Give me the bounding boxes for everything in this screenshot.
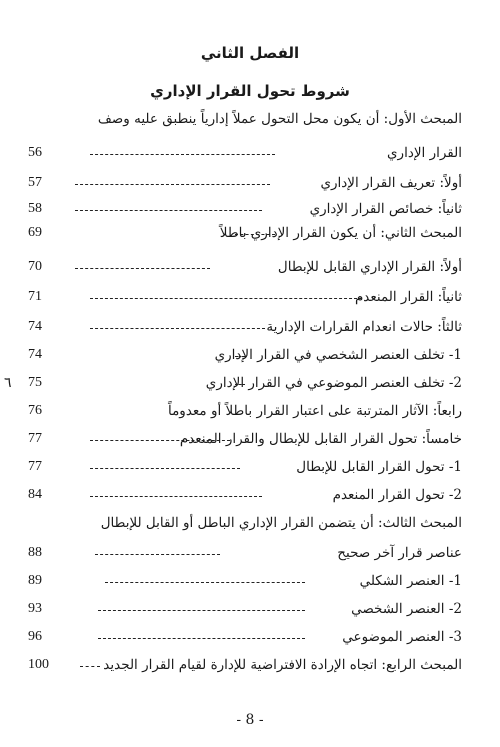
toc-entry-text: ثالثاً: حالات انعدام القرارات الإدارية	[266, 319, 462, 335]
toc-leader-dashes	[90, 468, 240, 469]
toc-page-number: 88	[28, 545, 42, 560]
toc-entry-text: 3- العنصر الموضوعي	[342, 629, 462, 645]
toc-leader-dashes	[90, 328, 265, 329]
chapter-title: الفصل الثاني	[200, 44, 300, 62]
toc-leader-dashes	[90, 298, 362, 299]
toc-entry-text: المبحث الثالث: أن يتضمن القرار الإداري الباطل أو القابل للإبطال	[100, 515, 462, 531]
toc-page-number: 77	[28, 459, 42, 474]
toc-leader-dashes	[75, 268, 210, 269]
toc-leader-dashes	[90, 496, 262, 497]
toc-entry-text: ثانياً: القرار المنعدم	[354, 289, 462, 305]
toc-leader-dashes	[98, 638, 305, 639]
toc-entry-text: 1- العنصر الشكلي	[359, 573, 462, 589]
toc-entry-text: 2- تخلف العنصر الموضوعي في القرار الإداري	[205, 375, 462, 391]
toc-entry	[0, 428, 500, 450]
toc-leader-dashes	[90, 440, 230, 441]
toc-page-number: 69	[28, 225, 42, 240]
toc-entry	[0, 222, 500, 244]
toc-page-number: 58	[28, 201, 42, 216]
toc-entry-text: القرار الإداري	[386, 145, 462, 161]
toc-entry	[0, 172, 500, 194]
toc-page-number: 74	[28, 347, 42, 362]
toc-entry	[0, 142, 500, 164]
toc-page-number: 76	[28, 403, 42, 418]
toc-entry-text: 2- تحول القرار المنعدم	[332, 487, 462, 503]
toc-entry-text: المبحث الأول: أن يكون محل التحول عملاً إدارياً ينطبق عليه وصف	[97, 111, 462, 127]
section-title: شروط تحول القرار الإداري	[150, 82, 350, 100]
toc-entry	[0, 654, 500, 676]
toc-page-number: 71	[28, 289, 42, 304]
toc-leader-dashes	[75, 184, 270, 185]
toc-leader-dashes	[95, 554, 220, 555]
toc-page-number: 100	[28, 657, 49, 672]
toc-entry	[0, 456, 500, 478]
toc-page-number: 75	[28, 375, 42, 390]
toc-page-number: 89	[28, 573, 42, 588]
toc-leader-dashes	[90, 154, 275, 155]
toc-page-number: 70	[28, 259, 42, 274]
margin-handwritten-mark: ٦	[4, 375, 12, 391]
page-number-footer: - 8 -	[236, 712, 264, 728]
toc-entry-text: المبحث الرابع: اتجاه الإرادة الافتراضية للإدارة لقيام القرار الجديد	[103, 657, 462, 673]
toc-entry-text: 1- تحول القرار القابل للإبطال	[296, 459, 462, 475]
toc-entry	[0, 372, 500, 394]
toc-entry	[0, 286, 500, 308]
toc-entry	[0, 108, 500, 130]
toc-entry-text: أولاً: القرار الإداري القابل للإبطال	[277, 259, 462, 275]
toc-entry-text: أولاً: تعريف القرار الإداري	[320, 175, 462, 191]
toc-page-number: 74	[28, 319, 42, 334]
toc-entry	[0, 400, 500, 422]
toc-leader-dashes	[235, 384, 245, 385]
toc-entry-text: عناصر قرار آخر صحيح	[337, 545, 462, 561]
toc-entry-text: رابعاً: الآثار المترتبة على اعتبار القرار باطلاً أو معدوماً	[167, 403, 462, 419]
toc-page-number: 93	[28, 601, 42, 616]
toc-entry-text: 2- العنصر الشخصي	[351, 601, 462, 617]
toc-leader-dashes	[80, 666, 100, 667]
toc-page-number: 57	[28, 175, 42, 190]
toc-page-number: 56	[28, 145, 42, 160]
toc-entry	[0, 198, 500, 220]
toc-page-number: 84	[28, 487, 42, 502]
toc-entry-text: 1- تخلف العنصر الشخصي في القرار الإداري	[214, 347, 462, 363]
toc-entry	[0, 626, 500, 648]
toc-leader-dashes	[235, 234, 275, 235]
toc-entry	[0, 316, 500, 338]
toc-leader-dashes	[235, 356, 245, 357]
toc-entry	[0, 542, 500, 564]
toc-entry-text: ثانياً: خصائص القرار الإداري	[309, 201, 462, 217]
toc-entry-text: خامساً: تحول القرار القابل للإبطال والقرار المنعدم	[179, 431, 462, 447]
toc-page-number: 96	[28, 629, 42, 644]
toc-entry	[0, 570, 500, 592]
toc-leader-dashes	[98, 610, 305, 611]
toc-entry-text: المبحث الثاني: أن يكون القرار الإداري باطلاً	[219, 225, 462, 241]
toc-leader-dashes	[105, 582, 305, 583]
toc-entry	[0, 512, 500, 534]
toc-entry	[0, 344, 500, 366]
toc-entry	[0, 256, 500, 278]
toc-entry	[0, 484, 500, 506]
toc-entry	[0, 598, 500, 620]
toc-leader-dashes	[75, 210, 262, 211]
toc-page-number: 77	[28, 431, 42, 446]
